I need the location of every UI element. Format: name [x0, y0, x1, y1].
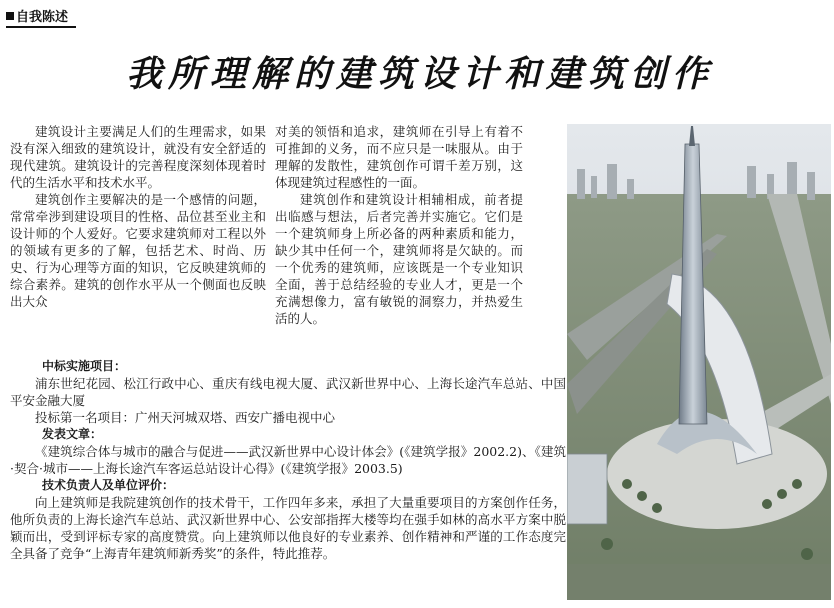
- section-tag-label: 自我陈述: [16, 10, 69, 25]
- articles-text: 《建筑综合体与城市的融合与促进——武汉新世界中心设计体会》(《建筑学报》2002.2)、《建筑·契合·城市——上海长途汽车客运总站设计心得》(《建筑学报》2003.5): [10, 444, 566, 476]
- article-column-1: [10, 123, 266, 310]
- paragraph: 建筑创作主要解决的是一个感情的问题，常常牵涉到建设项目的性格、品位甚至业主和设计师的个人爱好。它要求建筑师对工程以外的领域有更多的了解，包括艺术、时尚、历史、行为心理等方面的知识，它反映建筑师的综合素养。建筑的创作水平从一个侧面也反映出大众: [10, 192, 266, 309]
- evaluation-heading: 技术负责人及单位评价：: [42, 478, 175, 492]
- paragraph: 建筑设计主要满足人们的生理需求，如果没有深入细致的建筑设计，就没有安全舒适的现代建筑。建筑设计的完善程度深刻体现着时代的生活水平和技术水平。: [10, 124, 266, 190]
- architecture-rendering-image: [567, 124, 831, 600]
- articles-heading: 发表文章：: [42, 427, 103, 441]
- evaluation-text: 向上建筑师是我院建筑创作的技术骨干，工作四年多来，承担了大量重要项目的方案创作任务，他所负责的上海长途汽车总站、武汉新世界中心、公安部指挥大楼等均在强手如林的高水平方案中脱颖而出，受到评标专家的高度赞赏。向上建筑师以他良好的专业素养、创作精神和严谨的工作态度完全具备了竞争“上海青年建筑师新秀奖”的条件，特此推荐。: [10, 495, 566, 561]
- square-bullet-icon: [6, 12, 14, 20]
- first-prize-text: 投标第一名项目：广州天河城双塔、西安广播电视中心: [35, 410, 336, 425]
- paragraph: 对美的领悟和追求，建筑师在引导上有着不可推卸的义务，而不应只是一味服从。由于理解的发散性，建筑创作可谓千差万别，这体现建筑过程感性的一面。: [275, 124, 523, 190]
- projects-heading: 中标实施项目：: [42, 359, 127, 373]
- credentials-section: [10, 358, 566, 562]
- projects-text: 浦东世纪花园、松江行政中心、重庆有线电视大厦、武汉新世界中心、上海长途汽车总站、中国平安金融大厦: [10, 376, 566, 408]
- article-column-2: [275, 123, 523, 327]
- paragraph: 建筑创作和建筑设计相辅相成，前者提出临感与想法，后者完善并实施它。它们是一个建筑师身上所必备的两种素质和能力，缺少其中任何一个，建筑师将是欠缺的。而一个优秀的建筑师，应该既是一个专业知识全面，善于总结经验的专业人才，更是一个充满想像力，富有敏锐的洞察力，并热爱生活的人。: [275, 192, 523, 326]
- section-tag: [6, 6, 68, 25]
- section-tag-rule: [6, 26, 76, 28]
- page-title: 我所理解的建筑设计和建筑创作: [125, 53, 714, 95]
